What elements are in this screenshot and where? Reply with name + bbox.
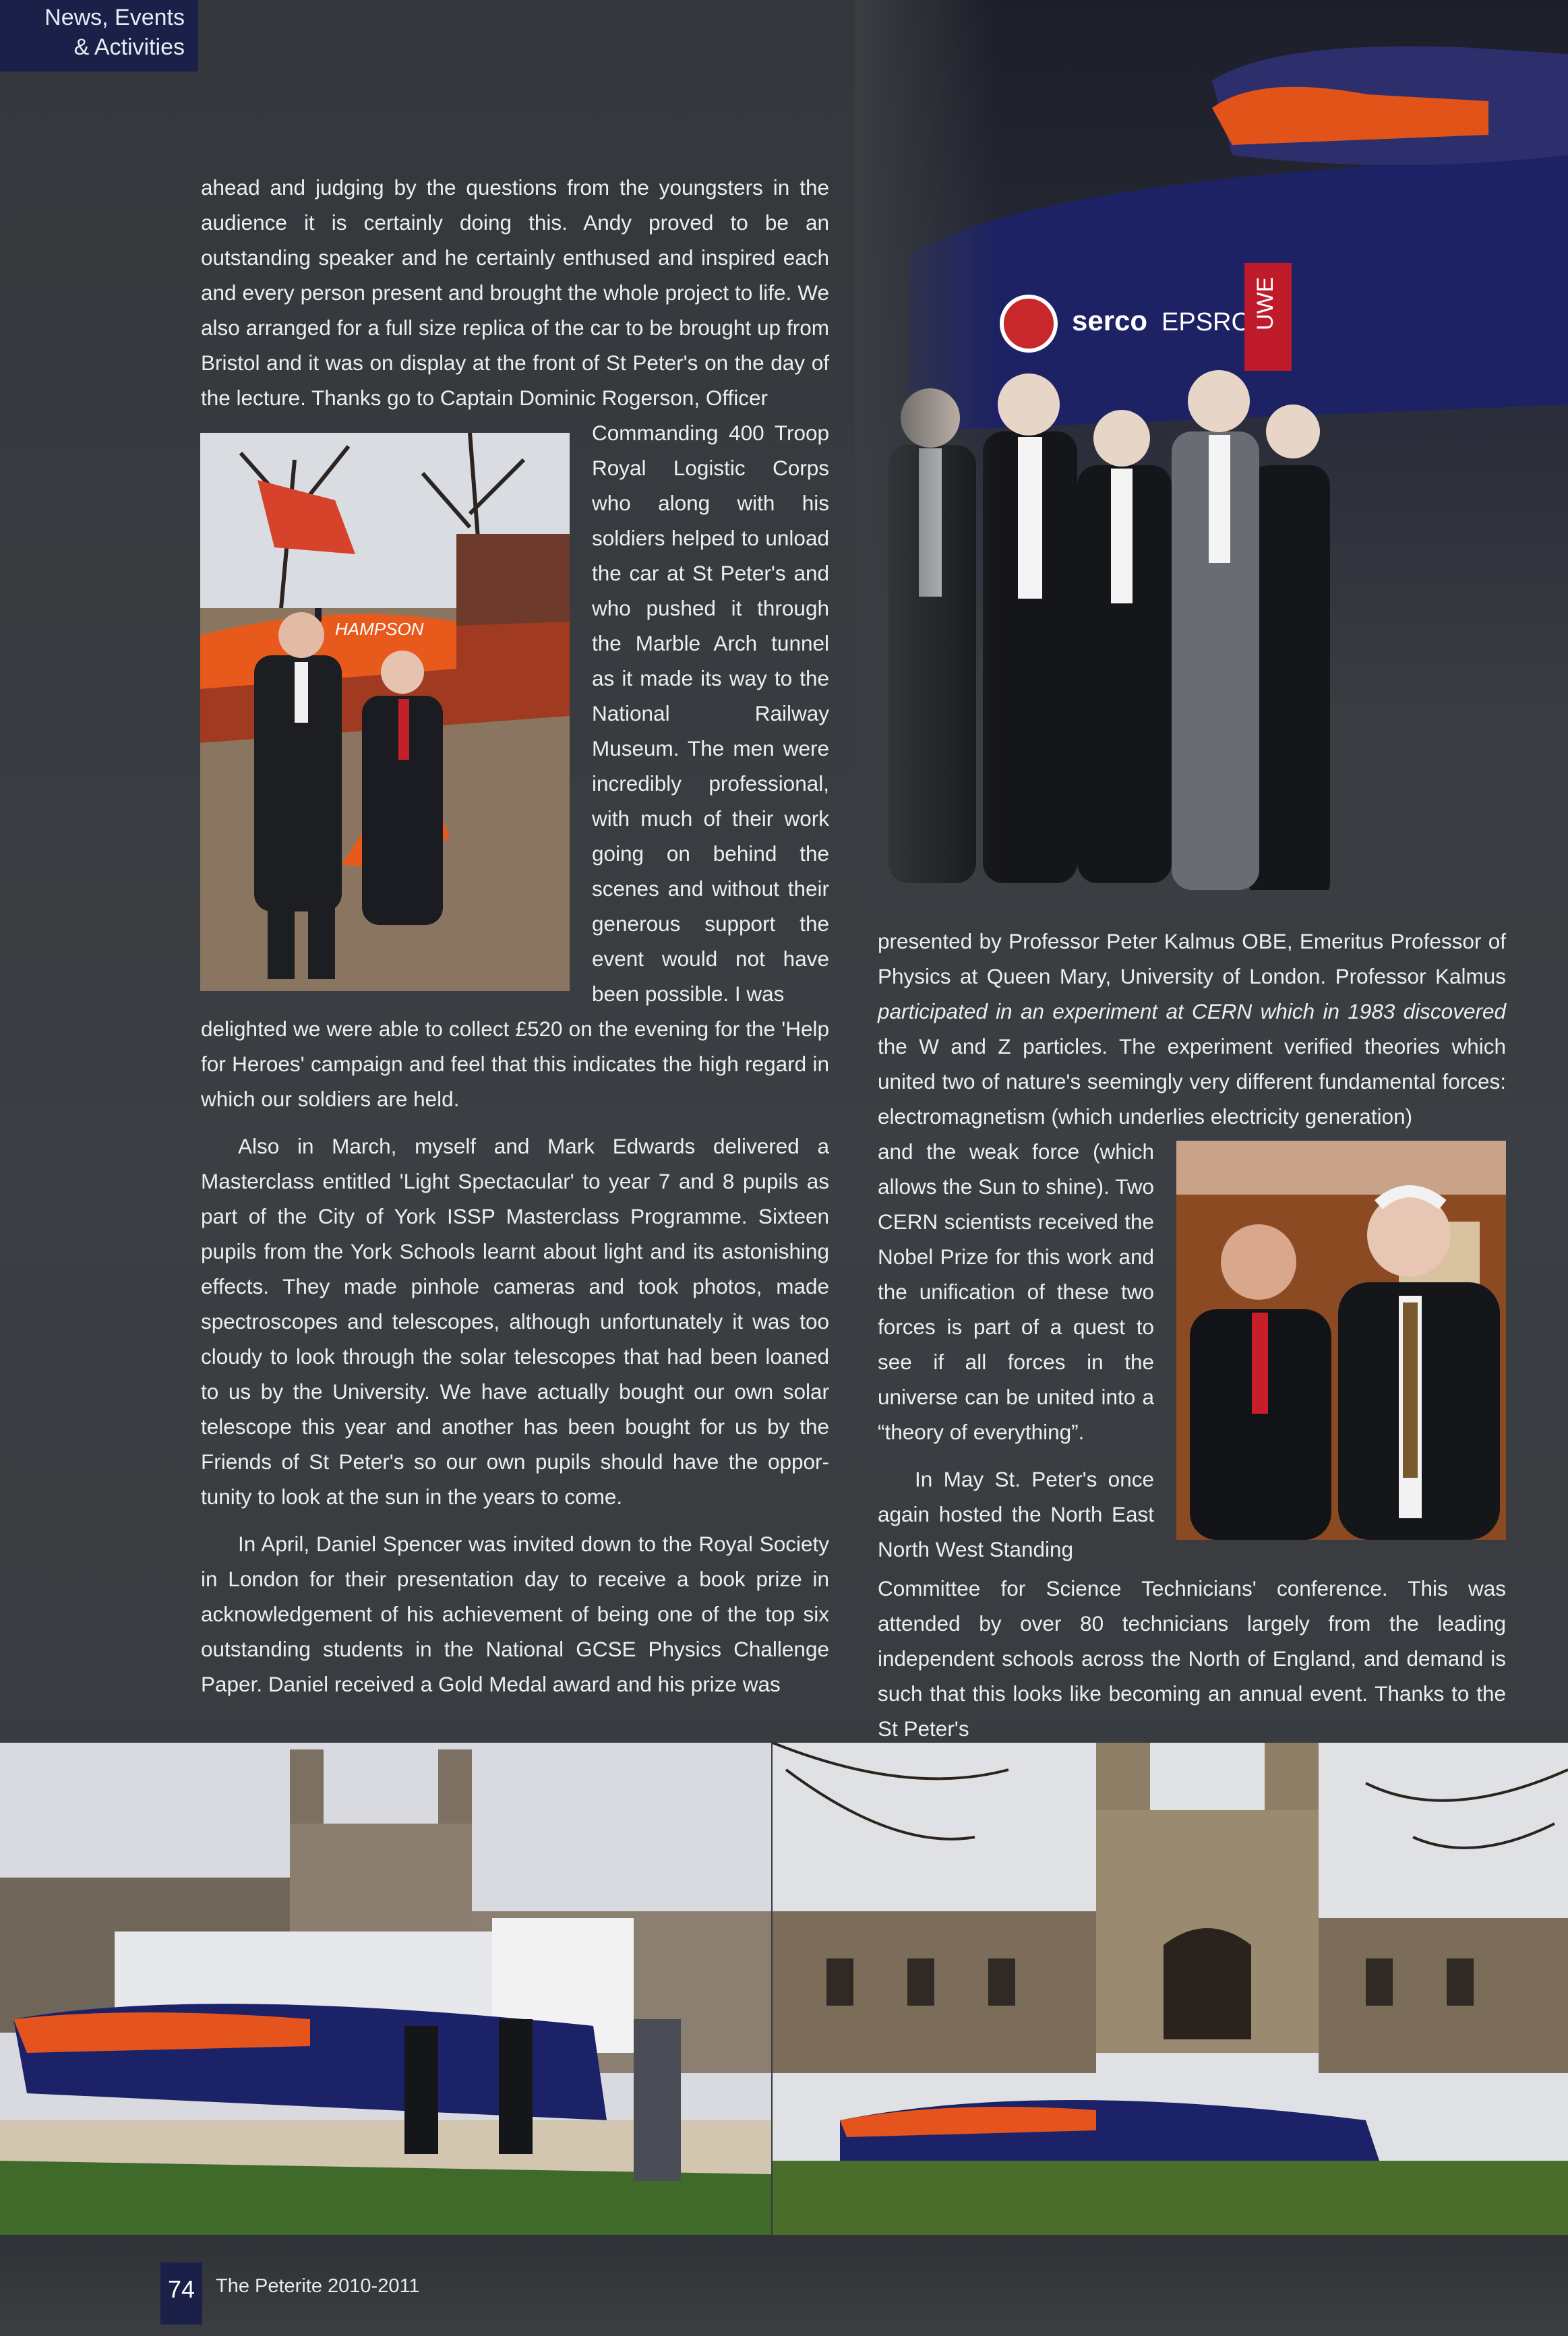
- photo-car-at-school: [773, 1743, 1568, 2235]
- car-name-label: HAMPSON: [335, 619, 424, 639]
- page-number: 74: [160, 2263, 202, 2325]
- section-line-2: & Activities: [73, 34, 185, 60]
- col2-p1-a: presented by Professor Peter Kalmus OBE, Emeritus Professor of Physics at Queen Mary, University of London. Professor Kalmus: [878, 929, 1506, 988]
- col2-paragraph-1: [878, 924, 1506, 1134]
- column-2-wrap: [878, 1134, 1154, 1567]
- publication-title: The Peterite 2010-2011: [216, 2275, 420, 2297]
- paragraph-2: Also in March, myself and Mark Edwards delivered a Masterclass entitled 'Light Spectacular' to year 7 and 8 pupils as part of the City of York ISSP Masterclass Programme. Sixteen pupils from the York Schools learnt about light and its astonishing effects. They made pinhole cameras and took photos, made spectroscopes and telescopes, although unfortunately it was too cloudy to look through the solar telescopes that had been loaned to us by the University. We have actually bought our own solar telescope this year and another has been bought for us by the Friends of St Peter's so our own pupils should have the oppor-tunity to look at the sun in the years to come.: [201, 1134, 829, 1509]
- col2-paragraph-1-wrap: and the weak force (which allows the Sun to shine). Two CERN scientists received the Nobel Prize for this work and the unification of these two forces is part of a quest to see if all forces in the universe can be united into a “theory of everything”.: [878, 1139, 1154, 1444]
- col2-p1-b: the W and Z particles. The experiment verified theories which united two of nature's seemingly very different fundamental forces: electromagnetism (which underlies electricity generation): [878, 1034, 1506, 1129]
- col2-paragraph-2-wrap: In May St. Peter's once again hosted the North East North West Standing: [878, 1467, 1154, 1561]
- paragraph-1-end: delighted we were able to collect £520 on the evening for the 'Help for Heroes' campaign and feel that this indicates the high regard in which our soldiers are held.: [201, 1017, 829, 1111]
- paragraph-1-wrap: Commanding 400 Troop Royal Logistic Corps who along with his soldiers helped to unload the car at St Peter's and who pushed it through the Marble Arch tunnel as it made its way to the National Railway Museum. The men were incredibly professional, with much of their work going on behind the scenes and without their generous support the event would not have been possible. I was: [592, 421, 829, 1006]
- photo-two-professors: [1176, 1141, 1506, 1540]
- column-1-bottom: [201, 1011, 829, 1702]
- section-tab: [0, 0, 198, 71]
- col2-paragraph-2-end: Committee for Science Technicians' conference. This was attended by over 80 technicians largely from the leading independent schools across the North of England, and demand is such that this looks like becoming an annual event. Thanks to the St Peter's: [878, 1576, 1506, 1741]
- photo-car-and-truck: [0, 1743, 771, 2235]
- col2-p1-em: participated in an experiment at CERN which in 1983 discovered: [878, 999, 1506, 1023]
- paragraph-1-top: ahead and judging by the questions from the youngsters in the audience it is certainly doing this. Andy proved to be an outstanding speaker and he certainly enthused and inspired each and every person present and brought the whole project to life. We also arranged for a full size replica of the car to be brought up from Bristol and it was on display at the front of St Peter's on the day of the lecture. Thanks go to Captain Dominic Rogerson, Officer: [201, 175, 829, 410]
- paragraph-3: In April, Daniel Spencer was invited down to the Royal Society in London for their presentation day to receive a book prize in acknowledgement of his achievement of being one of the top six outstanding students in the National GCSE Physics Challenge Paper. Daniel received a Gold Medal award and his prize was: [201, 1532, 829, 1696]
- section-line-1: News, Events: [44, 5, 185, 30]
- column-2-top: [878, 924, 1506, 1134]
- photo-students-with-car: [855, 0, 1568, 917]
- column-1-wrap: [592, 415, 829, 1011]
- column-2-bottom: [878, 1571, 1506, 1746]
- photo-men-shaking-hands: [200, 433, 570, 991]
- column-1-top: [201, 170, 829, 415]
